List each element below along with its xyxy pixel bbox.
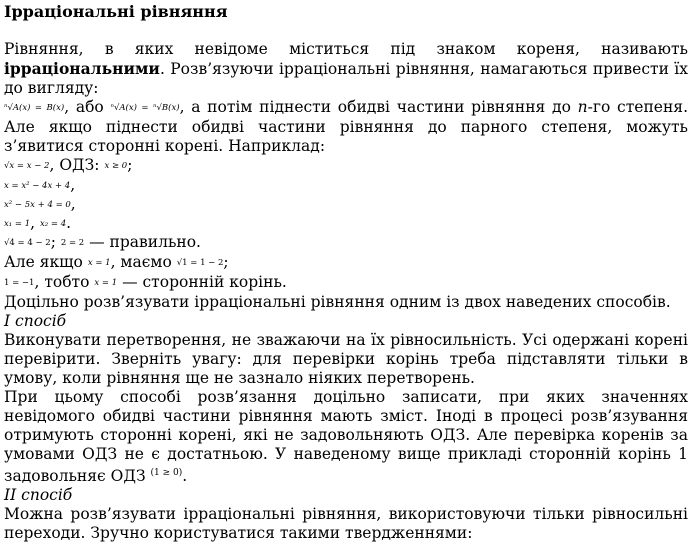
method2-heading: II спосіб xyxy=(4,486,73,504)
intro-text-2: . Розв’язуючи ірраціональні рівняння, намагаються привести їх до вигляду: xyxy=(4,60,688,97)
odz-check-formula: (1 ≥ 0) xyxy=(150,468,183,478)
intro-paragraph xyxy=(4,40,688,156)
formula-root-eq-b: ⁿ√A(x) = B(x) xyxy=(4,103,65,113)
example-equation: √x = x − 2 xyxy=(4,161,50,171)
text: , маємо xyxy=(110,253,177,271)
check-verdict: — правильно. xyxy=(84,233,201,251)
punct: . xyxy=(66,214,72,232)
page-title: Ірраціональні рівняння xyxy=(4,2,228,21)
example-line-2 xyxy=(4,176,688,195)
punct: , xyxy=(30,214,40,232)
text: , тобто xyxy=(34,273,95,291)
degree-n: n xyxy=(577,98,588,116)
intro-text-4: , а потім піднести обидві частини рівняння до xyxy=(179,98,578,116)
x-equals-1: x = 1 xyxy=(87,258,111,268)
root-x1: x₁ = 1 xyxy=(4,219,31,229)
punct: , xyxy=(70,176,76,194)
method1-heading: I спосіб xyxy=(4,312,67,330)
check-root-1: √1 = 1 − 2 xyxy=(176,258,224,268)
punct: , xyxy=(70,195,76,213)
punct: ; xyxy=(127,156,133,174)
extraneous-root: x = 1 xyxy=(94,278,118,288)
formula-root-eq-root: ⁿ√A(x) = ⁿ√B(x) xyxy=(110,103,180,113)
method1-paragraph-2 xyxy=(4,388,688,486)
odz-label: , ОДЗ: xyxy=(49,156,105,174)
method2-paragraph-1: Можна розв’язувати ірраціональні рівняння, використовуючи тільки рівносильні переходи. Зручно користуватися такими твердженнями: xyxy=(4,505,688,542)
squared-equation: x = x² − 4x + 4 xyxy=(4,181,71,191)
punct: ; xyxy=(50,233,61,251)
example-line-4 xyxy=(4,214,688,233)
odz-condition: x ≥ 0 xyxy=(104,161,128,171)
method1-paragraph-1: Виконувати перетворення, не зважаючи на їх рівносильність. Усі одержані корені перевірити. Зверніть увагу: для перевірки корінь треба підставляти тільки в умову, коли рівняння ще не зазнало ніяких перетворень. xyxy=(4,331,688,387)
punct: ; xyxy=(223,253,229,271)
text: Але якщо xyxy=(4,253,88,271)
check-root-4: √4 = 4 − 2 xyxy=(4,238,51,248)
methods-intro: Доцільно розв’язувати ірраціональні рівняння одним із двох наведених способів. xyxy=(4,293,671,311)
example-line-3 xyxy=(4,195,688,214)
example-line-6 xyxy=(4,253,688,273)
intro-text-3: , або xyxy=(64,98,111,116)
example-line-5 xyxy=(4,233,688,253)
root-x2: x₂ = 4 xyxy=(40,219,67,229)
example-line-1 xyxy=(4,156,688,176)
example-line-7 xyxy=(4,273,688,293)
intro-text-5: -го степеня. Але якщо піднести обидві частини рівняння до парного степеня, можуть з’явитися сторонні корені. Наприклад: xyxy=(4,98,689,155)
intro-text-1: Рівняння, в яких невідоме міститься під знаком кореня, називають xyxy=(4,40,688,58)
text: При цьому способі розв’язання доцільно записати, при яких значеннях невідомого обидві частини рівняння мають зміст. Іноді в процесі розв’язування отримують сторонні корені, які не задовольняють ОДЗ. Але перевірка коренів за умовами ОДЗ не є достатньою. У наведеному вище прикладі сторонній корінь 1 задовольняє ОДЗ xyxy=(4,388,688,485)
term-irrational: ірраціональними xyxy=(4,59,160,78)
check-result: 2 = 2 xyxy=(60,238,85,248)
contradiction: 1 = −1 xyxy=(4,278,35,288)
quadratic-equation: x² − 5x + 4 = 0 xyxy=(4,200,71,210)
text: — сторонній корінь. xyxy=(117,273,287,291)
punct: . xyxy=(182,467,188,485)
